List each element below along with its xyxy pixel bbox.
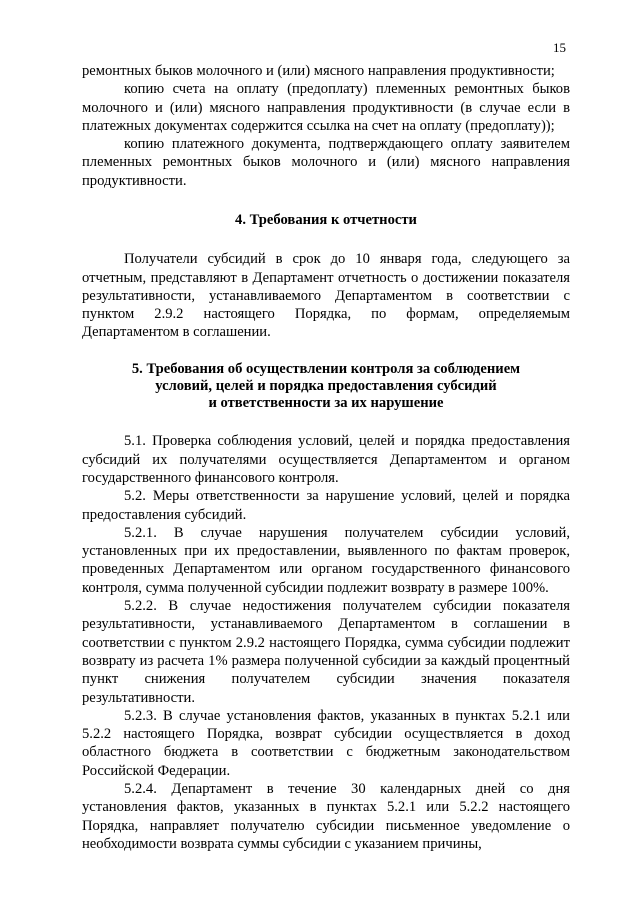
section-5-heading-line-2: условий, целей и порядка предоставления субсидий <box>155 377 497 394</box>
paragraph-5-2: 5.2. Меры ответственности за нарушение условий, целей и порядка предоставления субсидий. <box>82 488 570 523</box>
section-5-heading <box>82 361 570 413</box>
section-5-heading-line-1: 5. Требования об осуществлении контроля за соблюдением <box>131 360 521 377</box>
paragraph-invoice-copy: копию счета на оплату (предоплату) племенных ремонтных быков молочного и (или) мясного направления продуктивности (в случае если в платежных документах содержится ссылка на счет на оплату (предоплату)); <box>82 81 570 134</box>
page-number: 15 <box>553 40 566 55</box>
paragraph-continuation: ремонтных быков молочного и (или) мясного направления продуктивности; <box>82 63 555 79</box>
paragraph-5-2-1: 5.2.1. В случае нарушения получателем субсидии условий, установленных при их предоставлении, выявленного по фактам проверок, проведенных Департаментом или органом государственного финансового контроля, сумма полученной субсидии подлежит возврату в размере 100%. <box>82 524 570 596</box>
paragraph-5-1: 5.1. Проверка соблюдения условий, целей и порядка предоставления субсидий их получателями осуществляется Департаментом и органом государственного финансового контроля. <box>82 433 570 486</box>
section-4-heading: 4. Требования к отчетности <box>235 212 417 229</box>
paragraph-payment-document: копию платежного документа, подтверждающего оплату заявителем племенных ремонтных быков молочного и (или) мясного направления продуктивности. <box>82 136 570 189</box>
paragraph-5-2-2: 5.2.2. В случае недостижения получателем субсидии показателя результативности, устанавливаемого Департаментом в соглашении в соответствии с пунктом 2.9.2 настоящего Порядка, сумма субсидии подлежит возврату из расчета 1% размера полученной субсидии за каждый процентный пункт снижения получателем субсидии значения показателя результативности. <box>82 598 570 706</box>
document-body <box>82 62 570 853</box>
section-5-heading-line-3: и ответственности за их нарушение <box>208 395 444 412</box>
paragraph-5-2-4: 5.2.4. Департамент в течение 30 календарных дней со дня установления фактов, указанных в пунктах 5.2.1 или 5.2.2 настоящего Порядка, направляет получателю субсидии письменное уведомление о необходимости возврата суммы субсидии с указанием причины, <box>82 781 570 852</box>
paragraph-5-2-3: 5.2.3. В случае установления фактов, указанных в пунктах 5.2.1 или 5.2.2 настоящего Порядка, возврат субсидии осуществляется в доход областного бюджета в соответствии с бюджетным законодательством Российской Федерации. <box>82 707 570 779</box>
section-4-text: Получатели субсидий в срок до 10 января года, следующего за отчетным, представляют в Департамент отчетность о достижении показателя результативности, устанавливаемого Департаментом в соответствии с пунктом 2.9.2 настоящего Порядка, по формам, определяемым Департаментом в соглашении. <box>82 251 570 341</box>
